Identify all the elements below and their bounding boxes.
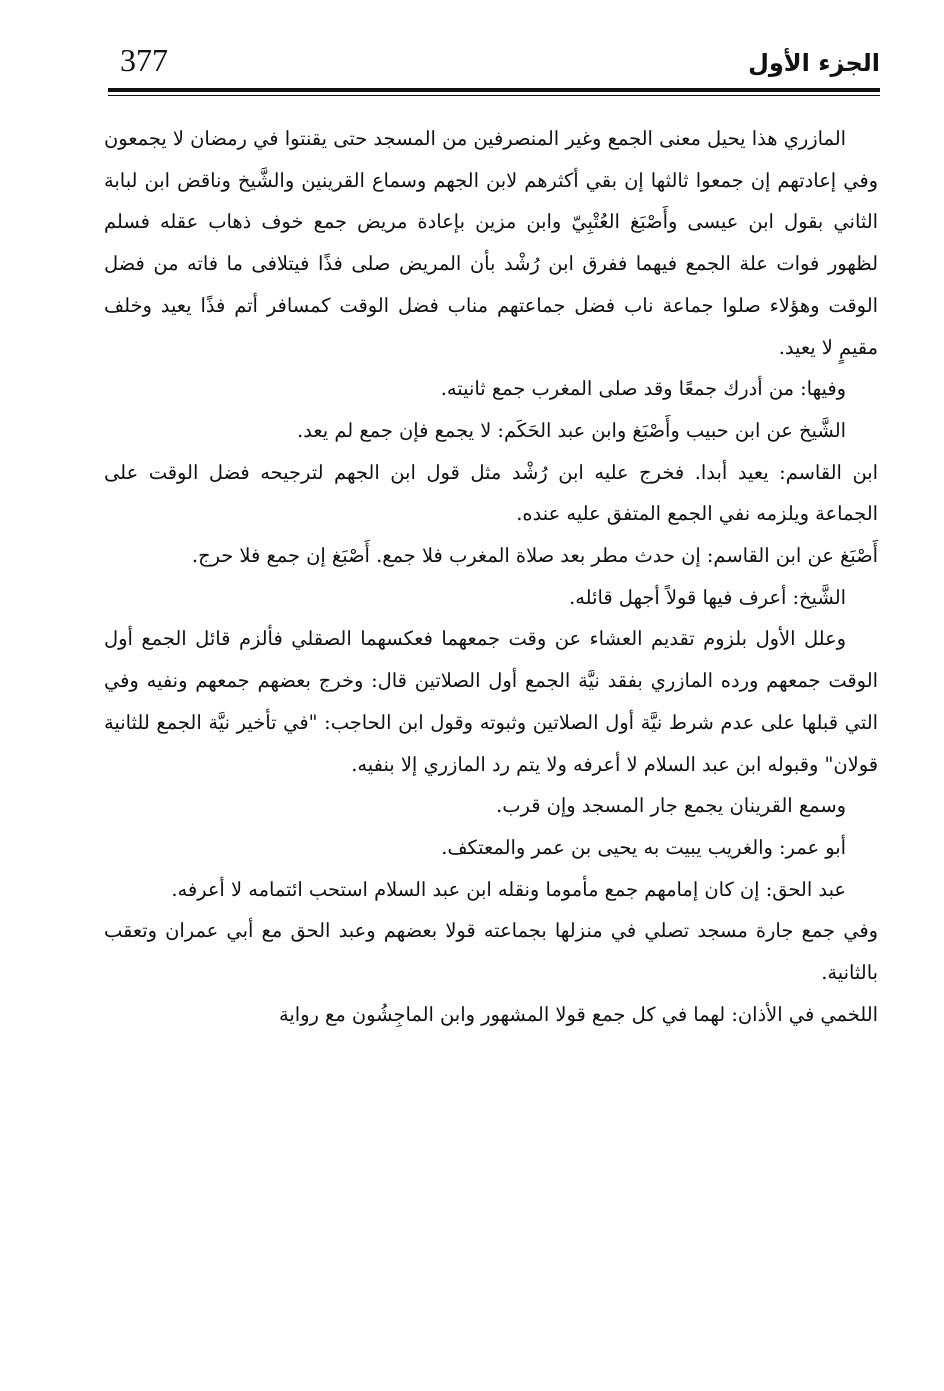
paragraph: وعلل الأول بلزوم تقديم العشاء عن وقت جمعهما فعكسهما الصقلي فألزم قائل الجمع أول الوقت جمعهم ورده المازري بفقد نيَّة الجمع أول الصلاتين قال: وخرج بعضهم جمعهم ونفيه وفي التي قبلها على عدم شرط نيَّة أول الصلاتين وثبوته وقول ابن الحاجب: "في تأخير نيَّة الجمع للثانية قولان" وقبوله ابن عبد السلام لا أعرفه ولا يتم رد المازري إلا بنفيه.: [104, 627, 878, 776]
paragraph: وفيها: من أدرك جمعًا وقد صلى المغرب جمع ثانيته.: [440, 377, 846, 401]
body-text: [104, 118, 878, 1035]
running-head: الجزء الأول: [748, 49, 880, 77]
paragraph: وفي جمع جارة مسجد تصلي في منزلها بجماعته قولا بعضهم وعبد الحق مع أبي عمران وتعقب بالثانية.: [104, 919, 878, 985]
page-header: [108, 40, 880, 90]
paragraph: المازري هذا يحيل معنى الجمع وغير المنصرفين من المسجد حتى يقنتوا في رمضان لا يجمعون وفي إعادتهم إن جمعوا ثالثها إن بقي أكثرهم لابن الجهم وسماع القرينين والشَّيخ وناقض ابن لبابة الثاني بقول ابن عيسى وأَصْبَغ العُتْبِيّ وابن مزين بإعادة مريض جمع خوف ذهاب عقله فسلم لظهور فوات علة الجمع فيهما ففرق ابن رُشْد بأن المريض صلى فذًا فيتلافى ما فاته من فضل الوقت وهؤلاء صلوا جماعة ناب فضل جماعتهم مناب فضل الوقت كمسافر أتم فذًا يعيد وخلف مقيمٍ لا يعيد.: [104, 127, 878, 359]
paragraph: وسمع القرينان يجمع جار المسجد وإن قرب.: [496, 794, 846, 818]
header-rule-thin: [108, 95, 880, 96]
page-number: 377: [120, 42, 168, 78]
paragraph: عبد الحق: إن كان إمامهم جمع مأموما ونقله ابن عبد السلام استحب ائتمامه لا أعرفه.: [171, 877, 846, 901]
paragraph: الشَّيخ: أعرف فيها قولاً أجهل قائله.: [569, 585, 846, 609]
paragraph: ابن القاسم: يعيد أبدا. فخرج عليه ابن رُشْد مثل قول ابن الجهم لترجيحه فضل الوقت على الجماعة ويلزمه نفي الجمع المتفق عليه عنده.: [104, 460, 878, 526]
paragraph: الشَّيخ عن ابن حبيب وأَصْبَغ وابن عبد الحَكَم: لا يجمع فإن جمع لم يعد.: [297, 418, 846, 442]
paragraph: أبو عمر: والغريب يبيت به يحيى بن عمر والمعتكف.: [441, 835, 846, 859]
paragraph: اللخمي في الأذان: لهما في كل جمع قولا المشهور وابن الماجِشُون مع رواية: [278, 1002, 878, 1026]
header-rule-thick: [108, 88, 880, 92]
paragraph: أَصْبَغ عن ابن القاسم: إن حدث مطر بعد صلاة المغرب فلا جمع. أَصْبَغ إن جمع فلا حرج.: [191, 544, 878, 568]
